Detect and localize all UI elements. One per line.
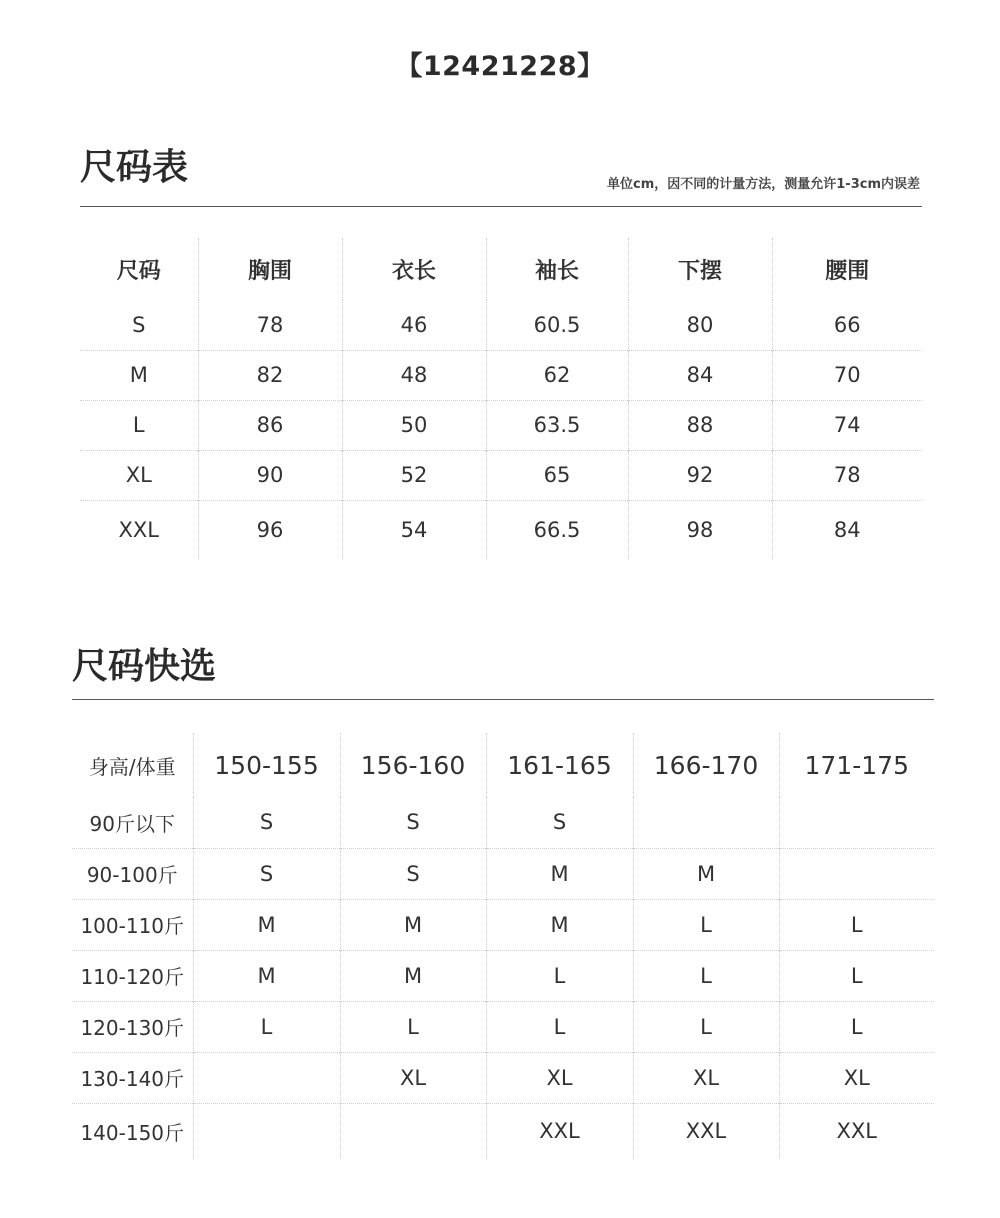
size-cell: S	[193, 848, 340, 899]
weight-range-label: 110-120斤	[80, 965, 185, 989]
size-cell	[193, 1052, 340, 1103]
size-cell: XXL	[779, 1103, 934, 1159]
product-code: 【12421228】	[395, 51, 605, 82]
size-cell: S	[340, 797, 486, 848]
table-row	[80, 400, 922, 450]
table-cell: 46	[342, 300, 486, 350]
size-cell: M	[340, 899, 486, 950]
size-cell: L	[633, 899, 779, 950]
size-cell: L	[633, 1001, 779, 1052]
table-row	[72, 797, 934, 848]
size-chart-divider	[80, 206, 922, 207]
column-header: 腰围	[772, 238, 922, 300]
height-range-header: 171-175	[779, 733, 934, 797]
table-row	[72, 899, 934, 950]
table-cell: 80	[628, 300, 772, 350]
size-cell	[193, 1103, 340, 1159]
unit-note: 单位cm，因不同的计量方法，测量允许1-3cm内误差	[607, 177, 920, 192]
table-cell: 66	[772, 300, 922, 350]
size-cell: L	[340, 1001, 486, 1052]
table-cell: 62	[486, 350, 628, 400]
table-cell: S	[132, 312, 146, 337]
table-cell: 50	[342, 400, 486, 450]
height-range-header: 150-155	[193, 733, 340, 797]
table-row	[80, 500, 922, 560]
weight-range-label: 90-100斤	[86, 863, 178, 887]
size-cell: XL	[779, 1052, 934, 1103]
size-cell: L	[486, 950, 633, 1001]
size-cell	[633, 797, 779, 848]
table-cell: 88	[628, 400, 772, 450]
size-cell: S	[340, 848, 486, 899]
size-cell: L	[779, 950, 934, 1001]
table-cell: 78	[772, 450, 922, 500]
table-cell: 86	[198, 400, 342, 450]
table-cell: 63.5	[486, 400, 628, 450]
table-header-row	[72, 733, 934, 797]
table-cell: L	[132, 413, 145, 437]
height-range-header: 166-170	[633, 733, 779, 797]
size-cell: XL	[633, 1052, 779, 1103]
weight-range-label: 120-130斤	[80, 1016, 185, 1040]
table-cell: 74	[772, 400, 922, 450]
table-cell: 78	[198, 300, 342, 350]
size-cell: M	[486, 899, 633, 950]
table-cell: 48	[342, 350, 486, 400]
height-range-header: 161-165	[486, 733, 633, 797]
size-cell: M	[340, 950, 486, 1001]
column-header: 袖长	[486, 238, 628, 300]
size-chart-table	[80, 238, 922, 560]
column-header: 尺码	[116, 258, 161, 284]
size-cell: XL	[340, 1052, 486, 1103]
table-row	[80, 300, 922, 350]
table-row	[72, 950, 934, 1001]
column-header: 胸围	[198, 238, 342, 300]
table-cell: XXL	[118, 518, 159, 543]
size-cell: M	[486, 848, 633, 899]
table-header-row	[80, 238, 922, 300]
table-cell: XL	[125, 463, 152, 487]
weight-range-label: 130-140斤	[80, 1067, 185, 1091]
table-row	[72, 1103, 934, 1159]
table-cell: 66.5	[486, 500, 628, 560]
table-cell: 70	[772, 350, 922, 400]
quick-select-table	[72, 733, 934, 1159]
size-cell: L	[779, 1001, 934, 1052]
size-cell: L	[779, 899, 934, 950]
size-cell: XXL	[486, 1103, 633, 1159]
table-cell: 84	[628, 350, 772, 400]
table-cell: 52	[342, 450, 486, 500]
weight-range-label: 90斤以下	[89, 811, 175, 836]
quick-select-title: 尺码快选	[72, 646, 217, 687]
table-cell: 54	[342, 500, 486, 560]
table-cell: 96	[198, 500, 342, 560]
size-cell: L	[193, 1001, 340, 1052]
table-cell: M	[129, 363, 148, 387]
column-header: 衣长	[342, 238, 486, 300]
table-cell: 90	[198, 450, 342, 500]
size-cell	[779, 797, 934, 848]
size-cell	[340, 1103, 486, 1159]
table-cell: 65	[486, 450, 628, 500]
weight-range-label: 140-150斤	[80, 1120, 185, 1145]
size-cell: L	[486, 1001, 633, 1052]
size-chart-title: 尺码表	[80, 147, 189, 188]
table-cell: 82	[198, 350, 342, 400]
table-row	[80, 450, 922, 500]
column-header: 下摆	[628, 238, 772, 300]
table-row	[72, 1001, 934, 1052]
weight-range-label: 100-110斤	[80, 914, 185, 938]
quick-select-divider	[72, 699, 934, 700]
height-weight-corner-label: 身高/体重	[88, 754, 176, 779]
size-cell: M	[193, 899, 340, 950]
size-cell: M	[633, 848, 779, 899]
size-cell: S	[486, 797, 633, 848]
size-cell: L	[633, 950, 779, 1001]
size-cell: XL	[486, 1052, 633, 1103]
size-cell: S	[193, 797, 340, 848]
size-cell	[779, 848, 934, 899]
height-range-header: 156-160	[340, 733, 486, 797]
table-cell: 92	[628, 450, 772, 500]
table-cell: 84	[772, 500, 922, 560]
table-row	[80, 350, 922, 400]
table-row	[72, 1052, 934, 1103]
table-row	[72, 848, 934, 899]
size-cell: XXL	[633, 1103, 779, 1159]
table-cell: 60.5	[486, 300, 628, 350]
table-cell: 98	[628, 500, 772, 560]
size-cell: M	[193, 950, 340, 1001]
